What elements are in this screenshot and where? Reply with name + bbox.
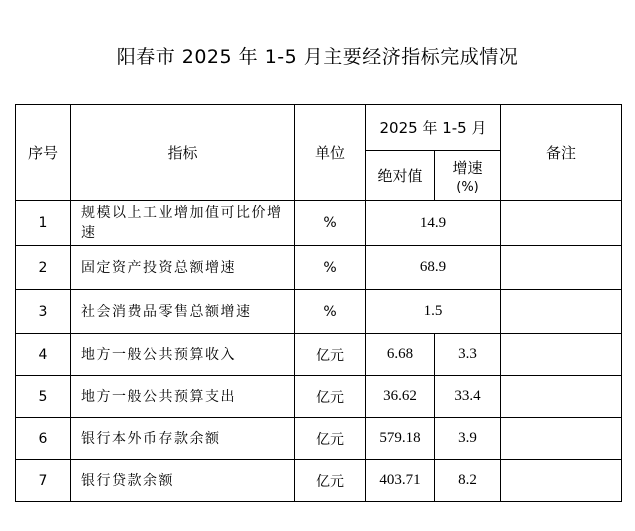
row-remark	[501, 460, 622, 502]
row-absolute: 6.68	[366, 334, 435, 376]
row-remark	[501, 201, 622, 246]
row-unit: %	[295, 201, 366, 246]
row-remark	[501, 376, 622, 418]
row-seq: 6	[16, 418, 71, 460]
row-remark	[501, 334, 622, 376]
indicators-table	[15, 104, 622, 502]
table-row	[16, 290, 622, 334]
header-growth: 增速	[452, 158, 483, 177]
row-unit: 亿元	[295, 418, 366, 460]
header-seq: 序号	[16, 105, 71, 201]
table-row	[16, 460, 622, 502]
row-absolute: 403.71	[366, 460, 435, 502]
row-indicator: 社会消费品零售总额增速	[71, 290, 295, 334]
row-unit: %	[295, 290, 366, 334]
row-indicator: 银行贷款余额	[71, 460, 295, 502]
row-absolute: 68.9	[366, 246, 501, 290]
header-row	[16, 105, 622, 151]
row-growth: 3.9	[435, 418, 501, 460]
row-unit: 亿元	[295, 334, 366, 376]
table-row	[16, 418, 622, 460]
row-growth: 3.3	[435, 334, 501, 376]
page-title: 阳春市 2025 年 1-5 月主要经济指标完成情况	[116, 46, 519, 68]
row-unit: %	[295, 246, 366, 290]
row-indicator: 地方一般公共预算支出	[71, 376, 295, 418]
table-row	[16, 334, 622, 376]
header-growth-unit: (%)	[456, 179, 479, 195]
row-growth: 33.4	[435, 376, 501, 418]
row-absolute: 14.9	[366, 201, 501, 246]
header-indicator: 指标	[71, 105, 295, 201]
row-absolute: 36.62	[366, 376, 435, 418]
table-row	[16, 246, 622, 290]
row-seq: 3	[16, 290, 71, 334]
row-seq: 1	[16, 201, 71, 246]
row-remark	[501, 290, 622, 334]
row-absolute: 579.18	[366, 418, 435, 460]
row-remark	[501, 246, 622, 290]
row-unit: 亿元	[295, 376, 366, 418]
row-absolute: 1.5	[366, 290, 501, 334]
header-growth-cell	[435, 151, 501, 201]
row-growth: 8.2	[435, 460, 501, 502]
row-remark	[501, 418, 622, 460]
header-unit: 单位	[295, 105, 366, 201]
row-indicator: 规模以上工业增加值可比价增速	[71, 201, 295, 246]
table-row	[16, 201, 622, 246]
row-indicator: 银行本外币存款余额	[71, 418, 295, 460]
row-indicator: 固定资产投资总额增速	[71, 246, 295, 290]
header-absolute: 绝对值	[366, 151, 435, 201]
row-seq: 4	[16, 334, 71, 376]
row-indicator: 地方一般公共预算收入	[71, 334, 295, 376]
row-unit: 亿元	[295, 460, 366, 502]
header-remark: 备注	[501, 105, 622, 201]
table-row	[16, 376, 622, 418]
row-seq: 2	[16, 246, 71, 290]
row-seq: 7	[16, 460, 71, 502]
header-period: 2025 年 1-5 月	[366, 105, 501, 151]
row-seq: 5	[16, 376, 71, 418]
